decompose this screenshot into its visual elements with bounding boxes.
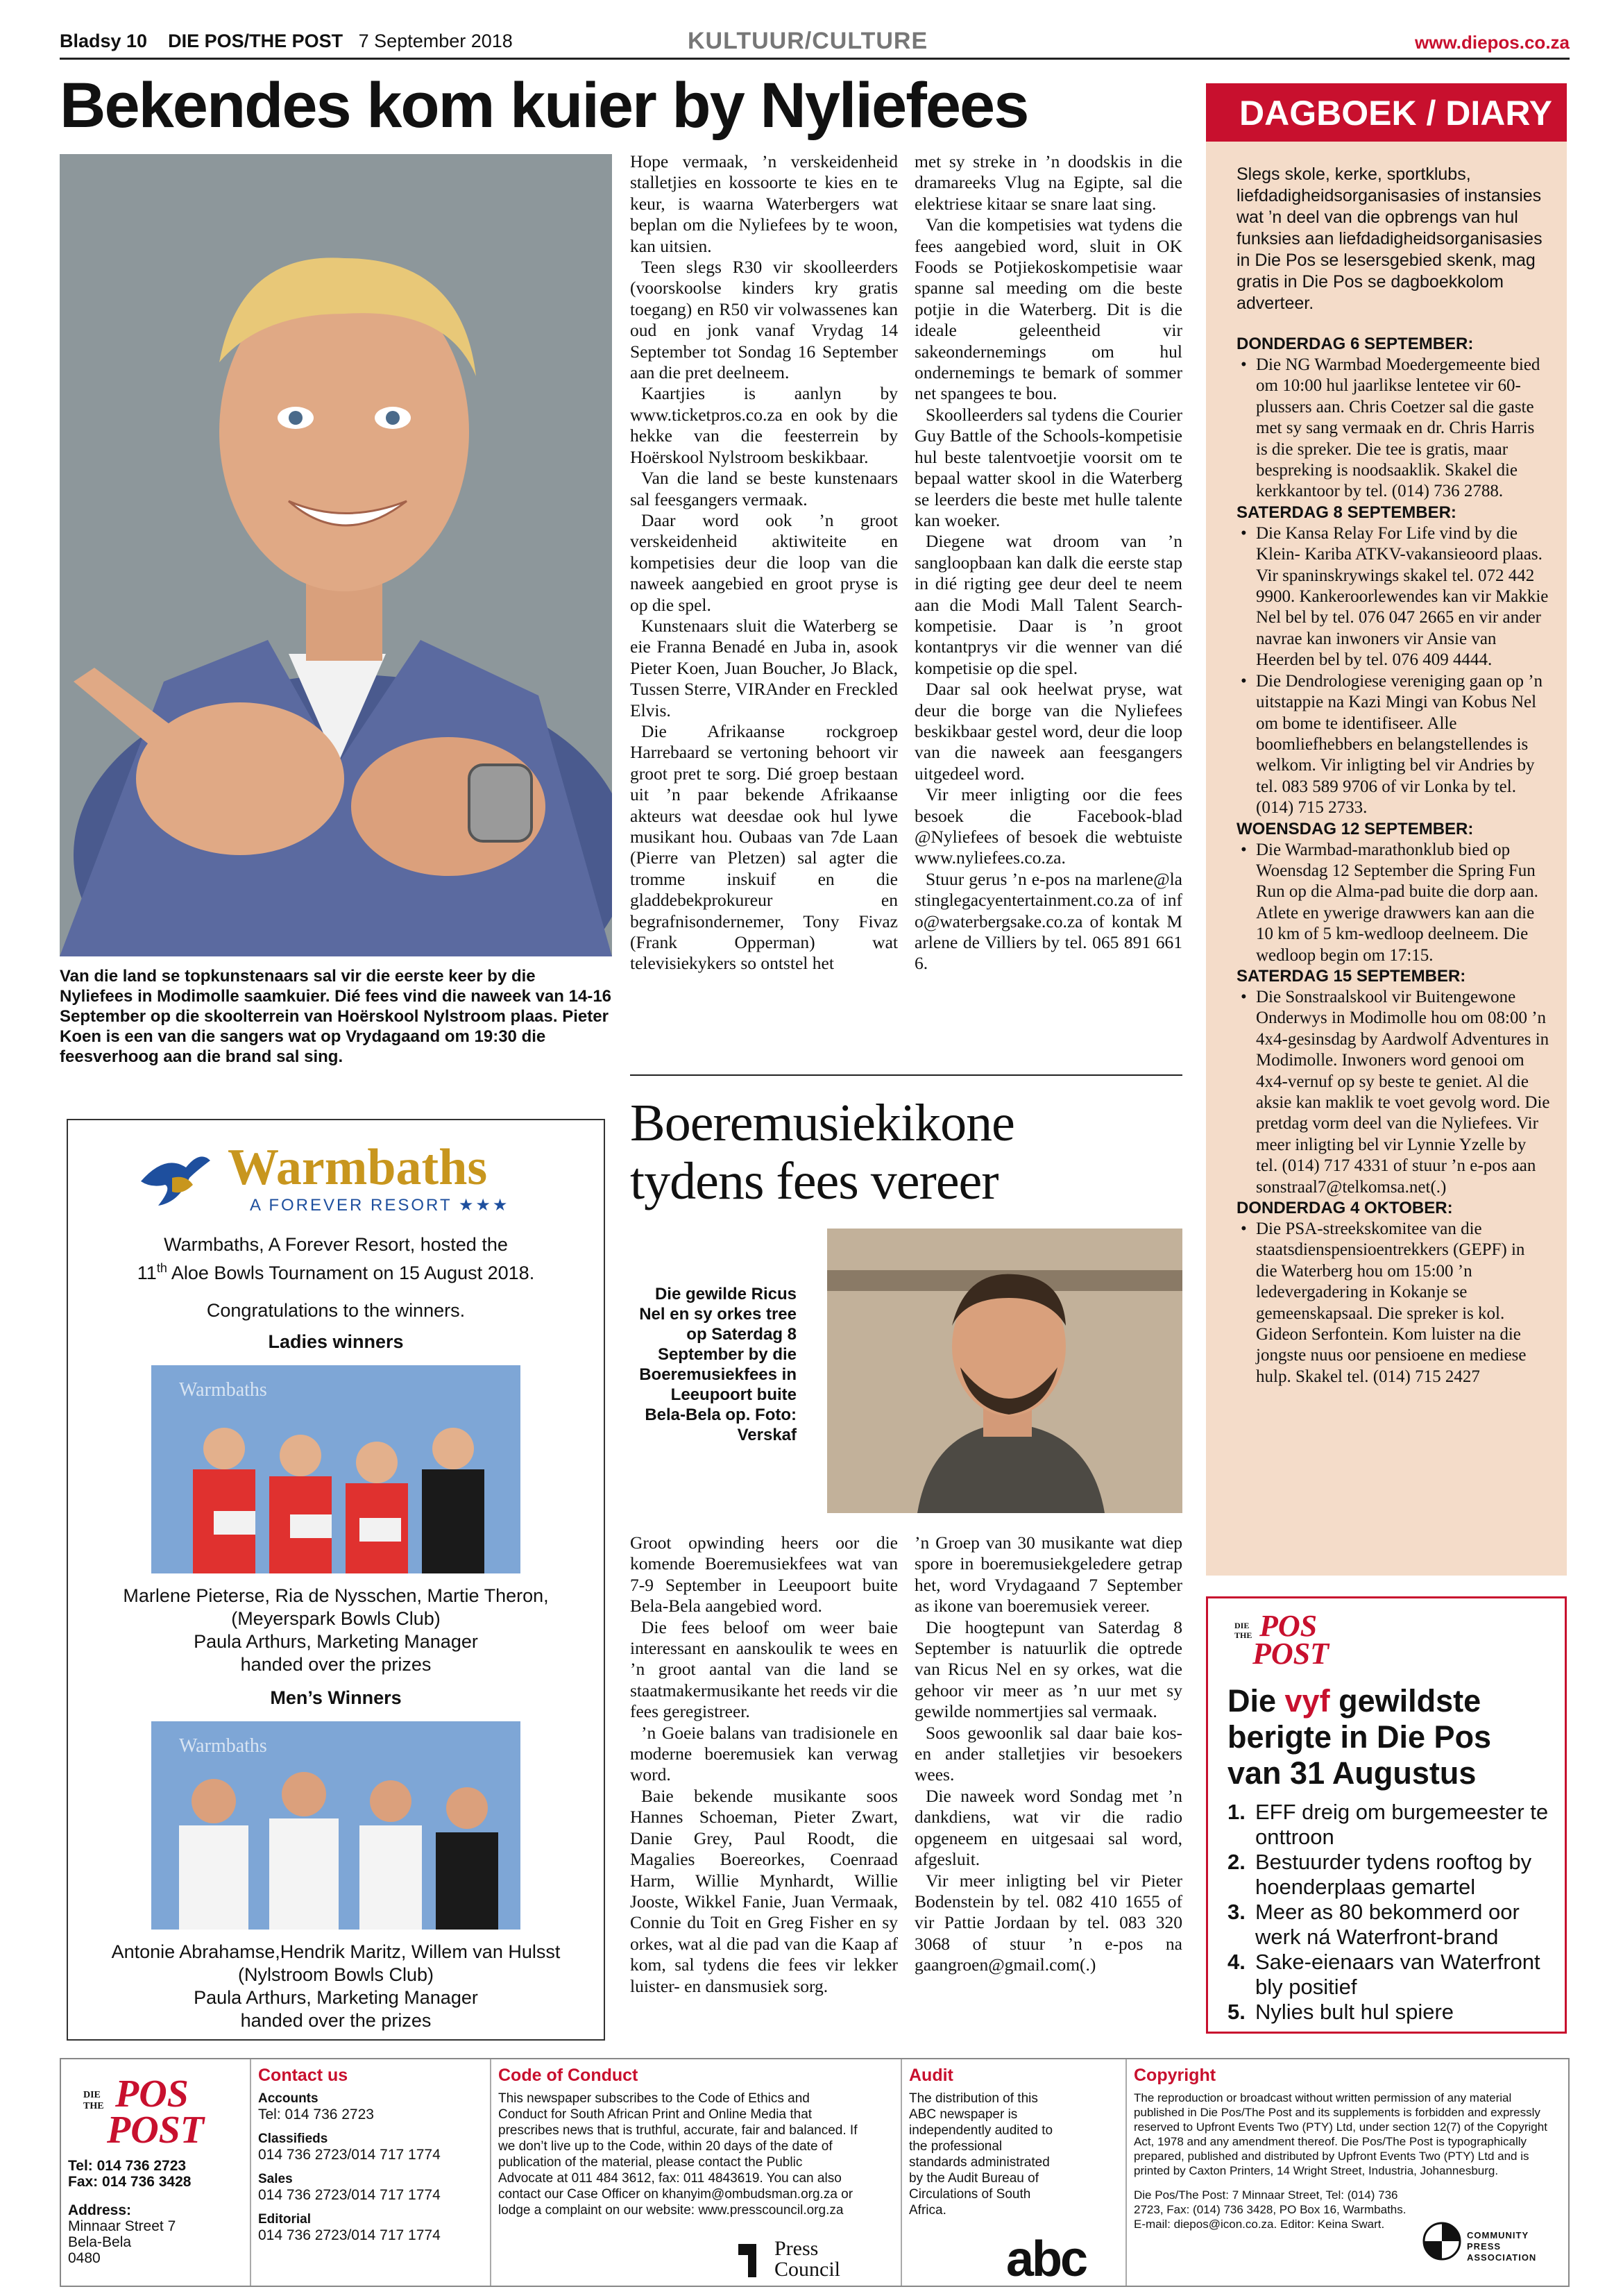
footer-logo-pos: POS <box>115 2073 189 2116</box>
main-p1: Hope vermaak, ’n verskeidenheid stalletjies en kossoorte te kies en te keur, is waarna Waterbergers wat beplan om die Nyliefees by te woon, kan uitsien. <box>630 151 898 256</box>
men-line4: handed over the prizes <box>240 2010 432 2031</box>
ladies-figures <box>151 1365 520 1573</box>
ricus-nel-caption: Die gewilde Ricus Nel en sy orkes tree op Saterdag 8 September by die Boeremusiekfees in Leeupoort buite Bela-Bela op. Foto: Verskaf <box>639 1285 797 1444</box>
topfive-item <box>1227 1950 1561 2000</box>
footer-logo-die: DIE <box>83 2090 101 2100</box>
page-info <box>60 31 513 52</box>
men-names <box>68 1941 604 2032</box>
diary-day <box>1206 966 1567 1198</box>
diary-date: DONDERDAG 4 OKTOBER: <box>1237 1199 1453 1218</box>
main-p8: met sy streke in ’n doodskis in die dramareeks Vlug na Egipte, sal die elektriese kitaar se snare laat sing. <box>915 151 1182 214</box>
second-story-col-2 <box>915 1533 1182 2032</box>
footer-conduct-title: Code of Conduct <box>498 2066 638 2085</box>
second-p3: ’n Goeie balans van tradisionele en moderne boeremusiek kan verwag word. <box>630 1722 898 1785</box>
topfive-title-a: Die <box>1227 1683 1285 1719</box>
main-p9: Van die kompetisies wat tydens die fees aangebied word, sluit in OK Foods se Potjiekoskompetisie waar spanne sal meeding om die beste potjie in die Waterberg. Dit is die ideale geleentheid vir sakeondernemings om hul ondernemings te bemark of sommer net spangees te bou. <box>915 214 1182 404</box>
second-p1: Groot opwinding heers oor die komende Boeremusiekfees wat van 7-9 September in Leeupoort buite Bela-Bela aangebied word. <box>630 1533 898 1617</box>
ladies-line2: (Meyerspark Bowls Club) <box>231 1608 441 1629</box>
footer-address-label: Address: <box>68 2202 132 2218</box>
footer-copyright-col <box>1125 2059 1570 2286</box>
ad-intro <box>68 1233 604 1285</box>
portrait-illustration <box>60 154 612 956</box>
diary-panel <box>1206 83 1567 1576</box>
diary-date: DONDERDAG 6 SEPTEMBER: <box>1237 335 1474 353</box>
diary-item: • Die Warmbad-marathonklub bied op Woensdag 12 September die Spring Fun Run op die Alma-pad buite die dorp aan. Atlete en ywerige drawwers kan aan die 10 km of 5 km-wedloop deelneem. Die wedloop begin om 17:15. <box>1237 840 1550 966</box>
contact-value: 014 736 2723/014 717 1774 <box>258 2187 441 2203</box>
contact-label: Editorial <box>258 2212 312 2227</box>
second-p7: Soos gewoonlik sal daar baie kos- en ander stalletjies vir besoekers wees. <box>915 1722 1182 1785</box>
contact-list <box>258 2091 483 2243</box>
warmbaths-logo-row <box>68 1138 604 1215</box>
section-label: KULTUUR/CULTURE <box>688 28 928 54</box>
contact-value: Tel: 014 736 2723 <box>258 2107 374 2122</box>
topfive-item <box>1227 2000 1561 2025</box>
topfive-item-number: 1. <box>1227 1800 1246 1824</box>
ricus-illustration <box>827 1229 1182 1513</box>
contact-entry <box>258 2211 483 2243</box>
topfive-title-vyf: vyf <box>1284 1683 1330 1719</box>
story-divider <box>630 1074 1182 1076</box>
diary-item: • Die Sonstraalskool vir Buitengewone Onderwys in Modimolle hou om 08:00 ’n 4x4-gesinsdag by Aardwolf Adventures in Modimolle. Inwoners word genooi om 4x4-vernuf op sy beste te geniet. Al die aksie kan maklik te voet gevolg word. Die pretdag vorm deel van die Nyliefees. Vir meer inligting bel vir Lynnie Yzelle by tel. (014) 717 4331 of stuur ’n e-pos aan sonstraal7@telkomsa.net(.) <box>1237 987 1550 1198</box>
topfive-title <box>1227 1683 1554 1791</box>
topfive-item-number: 2. <box>1227 1850 1246 1874</box>
second-p8: Die naweek word Sondag met ’n dankdiens, wat vir die radio opgeneem en uitgesaai sal word, afgesluit. <box>915 1785 1182 1870</box>
contact-value: 014 736 2723/014 717 1774 <box>258 2227 441 2243</box>
footer-logo-col <box>61 2059 250 2286</box>
diary-date: SATERDAG 15 SEPTEMBER: <box>1237 966 1466 986</box>
main-p4: Van die land se beste kunstenaars sal feesgangers vermaak. <box>630 468 898 509</box>
cpa-text-1: COMMUNITY <box>1467 2230 1529 2240</box>
topfive-item-text: EFF dreig om burgemeester te onttroon <box>1255 1800 1549 1849</box>
ladies-line1: Marlene Pieterse, Ria de Nysschen, Martie Theron, <box>123 1585 549 1606</box>
second-p2: Die fees beloof om weer baie interessant en aanskoulik te wees en ’n groot aantal van die land se staatmakermusikante het reeds vir die fees geregistreer. <box>630 1617 898 1722</box>
diary-days <box>1206 334 1567 1387</box>
contact-label: Sales <box>258 2172 293 2186</box>
footer-address-2: Bela-Bela <box>68 2234 132 2250</box>
pieter-koen-photo <box>60 154 612 956</box>
website-link[interactable]: www.diepos.co.za <box>1415 32 1570 53</box>
issue-date: 7 September 2018 <box>358 31 513 51</box>
top-five-box <box>1206 1596 1567 2034</box>
ladies-banner-text: Warmbaths <box>179 1379 267 1401</box>
cpa-text-2: PRESS <box>1467 2241 1502 2252</box>
footer-fax: Fax: 014 736 3428 <box>68 2174 192 2190</box>
press-council-icon <box>736 2241 769 2280</box>
diary-item: • Die Dendrologiese vereniging gaan op ’n uitstappie na Kazi Mingi van Kobus Nel om bome te identifiseer. Alle boomliefhebbers en belangstellendes is welkom. Vir inligting bel vir Andries by tel. 083 589 9706 of vir Lonka by tel. (014) 715 2733. <box>1237 671 1550 819</box>
second-headline-line2: tydens fees vereer <box>630 1152 999 1210</box>
main-p3: Kaartjies is aanlyn by www.ticketpros.co.za en ook by die hekke van die feesterrein by Hoërskool Nylstroom beskikbaar. <box>630 383 898 467</box>
main-p5: Daar word ook ’n groot verskeidenheid aktiwiteite en kompetisies deur die loop van die naweek aangebied en groot pryse is op die spel. <box>630 509 898 615</box>
footer-contact-col <box>250 2059 490 2286</box>
contact-value: 014 736 2723/014 717 1774 <box>258 2147 441 2163</box>
press-council-logo <box>736 2237 874 2283</box>
ad-intro-line2 <box>68 1256 604 1285</box>
topfive-item-number: 3. <box>1227 1900 1246 1924</box>
ad-congrats: Congratulations to the winners. <box>206 1300 466 1321</box>
contact-entry <box>258 2131 483 2163</box>
ad-intro-rest: Aloe Bowls Tournament on 15 August 2018. <box>167 1263 535 1283</box>
page-number: Bladsy 10 <box>60 31 148 51</box>
footer-tel: Tel: 014 736 2723 <box>68 2158 187 2174</box>
press-council-text-1: Press <box>774 2237 819 2260</box>
ad-men-title: Men’s Winners <box>270 1687 402 1708</box>
cpa-text-3: ASSOCIATION <box>1467 2252 1537 2263</box>
warmbaths-tagline: A FOREVER RESORT ★★★ <box>250 1196 510 1215</box>
topfive-logo-the: THE <box>1234 1630 1252 1640</box>
second-headline <box>630 1094 1014 1210</box>
diary-day <box>1206 334 1567 503</box>
topfive-item-text: Nylies bult hul spiere <box>1255 2000 1454 2024</box>
footer-address-3: 0480 <box>68 2250 101 2266</box>
ladies-winners-photo <box>151 1365 520 1573</box>
footer-conduct-col <box>490 2059 901 2286</box>
footer-imprint: Die Pos/The Post: 7 Minnaar Street, Tel: (014) 736 2723, Fax: (014) 736 3428, PO Box 16, Warmbaths. E-mail: diepos@icon.co.za. Editor: Keina Swart. <box>1134 2188 1407 2231</box>
footer <box>60 2058 1570 2287</box>
diary-day <box>1206 819 1567 966</box>
second-p4: Baie bekende musikante soos Hannes Schoeman, Pieter Zwart, Danie Grey, Paul Roodt, die Magalies Boereorkes, Coenraad Harm, Willie Mynhardt, Willie Jooste, Wikkel Fanie, Juan Vermaak, Connie du Toit en Greg Fisher en sy orkes, wat al die pad van die Kaap af kom, sal tydens die fees vir lekker luister- en dansmusiek sorg. <box>630 1785 898 1996</box>
topfive-item-text: Bestuurder tydens rooftog by hoenderplaas gemartel <box>1255 1850 1532 1899</box>
main-p14: Stuur gerus ’n e-pos na marlene@lastinglegacyentertainment.co.za of info@waterbergsake.co.za of kontak Marlene de Villiers by tel. 065 891 6616. <box>915 868 1182 974</box>
footer-logo-the: THE <box>83 2101 104 2111</box>
main-p7: Die Afrikaanse rockgroep Harrebaard se vertoning behoort vir groot pret te sorg. Dié groep bestaan uit ’n paar bekende Afrikaanse akteurs wat deesdae ook hul lywe musikant hou. Oubaas van 7de Laan (Pierre van Pletzen) sal agter die tromme inskuif en die gladdebekprokureur en begrafnisondernemer, Tony Fivaz (Frank Opperman) wat televisiekykers so ontstel het <box>630 720 898 974</box>
topfive-title-b: gewildste berigte in Die Pos van 31 Augustus <box>1227 1683 1492 1791</box>
footer-audit-col <box>901 2059 1125 2286</box>
warmbaths-logo: Warmbaths <box>228 1139 488 1196</box>
main-p13: Vir meer inligting oor die fees besoek die Facebook-blad @Nyliefees of besoek die webtuiste www.nyliefees.co.za. <box>915 784 1182 868</box>
cpa-logo <box>1422 2218 1561 2273</box>
eagle-icon <box>137 1147 214 1209</box>
main-story-col-1 <box>630 151 898 1061</box>
cpa-icon <box>1422 2222 1461 2261</box>
ladies-names <box>68 1585 604 1676</box>
main-headline: Bekendes kom kuier by Nyliefees <box>60 70 1028 141</box>
topfive-logo-pos: POS <box>1259 1609 1318 1643</box>
men-line3: Paula Arthurs, Marketing Manager <box>194 1987 478 2008</box>
diary-title: DAGBOEK / DIARY <box>1206 83 1567 142</box>
main-p12: Daar sal ook heelwat pryse, wat deur die borge van die Nyliefees beskikbaar gestel word, deur die loop van die naweek aan feesgangers uitgedeel word. <box>915 679 1182 784</box>
men-line1: Antonie Abrahamse,Hendrik Maritz, Willem van Hulsst <box>111 1941 561 1962</box>
diary-day <box>1206 503 1567 819</box>
diary-item: • Die Kansa Relay For Life vind by die Klein- Kariba ATKV-vakansieoord plaas. Vir spaninskrywings skakel tel. 072 442 9900. Kankeroorlewendes kan vir Makkie Nel bel by tel. 076 047 2665 en vir ander navrae kan inwoners vir Ansie van Heerden bel by tel. 076 409 4444. <box>1237 523 1550 671</box>
contact-entry <box>258 2171 483 2203</box>
diary-date: WOENSDAG 12 SEPTEMBER: <box>1237 819 1474 838</box>
main-photo-caption: Van die land se topkunstenaars sal vir die eerste keer by die Nyliefees in Modimolle saamkuier. Dié fees vind die naweek van 14-16 September op die skoolterrein van Hoërskool Nylstroom plaas. Pieter Koen is een van die sangers wat op Vrydagaand om 19:30 die feesverhoog aan die brand sal sing. <box>60 967 612 1066</box>
diary-date: SATERDAG 8 SEPTEMBER: <box>1237 503 1456 522</box>
press-council-text-2: Council <box>774 2258 840 2281</box>
second-headline-line1: Boeremusiekikone <box>630 1094 1014 1152</box>
paper-name: DIE POS/THE POST <box>168 31 343 51</box>
ad-intro-sup: th <box>156 1261 167 1275</box>
page-header <box>60 28 1570 60</box>
footer-address-1: Minnaar Street 7 <box>68 2218 176 2234</box>
diary-intro: Slegs skole, kerke, sportklubs, liefdadigheidsorganisasies of instansies wat ’n deel van die opbrengs van hul funksies aan liefdadigheidsorganisasies in Die Pos se lesersgebied skenk, mag gratis in Die Pos se dagboekkolom adverteer. <box>1237 164 1543 313</box>
diary-day <box>1206 1198 1567 1387</box>
footer-logo-post: POST <box>107 2109 204 2152</box>
contact-label: Classifieds <box>258 2132 328 2146</box>
abc-logo: abc <box>1006 2231 1087 2287</box>
ricus-nel-photo <box>827 1229 1182 1513</box>
footer-contact-title: Contact us <box>258 2066 348 2085</box>
diary-item: • Die NG Warmbad Moedergemeente bied om 10:00 hul jaarlikse lentetee vir 60-plussers aan. Chris Coetzer sal die gaste met sy sang vermaak en dr. Chris Harris is die spreker. Die tee is gratis, maar bespreking is noodsaaklik. Skakel die kerkkantoor by tel. (014) 736 2788. <box>1237 355 1550 503</box>
footer-audit-text: The distribution of this ABC newspaper is independently audited to the professional standards administrated by the Audit Bureau of Circulations of South Africa. <box>909 2091 1053 2218</box>
topfive-item <box>1227 1900 1561 1950</box>
diary-item: • Die PSA-streekskomitee van die staatsdienspensioentrekkers (GEPF) in die Waterberg hou om 15:00 ’n ledevergadering in Kokanje se gemeenskapsaal. Die spreker is kol. Gideon Serfontein. Kom luister na die jongste nuus oor pensioene en mediese hulp. Skakel tel. (014) 715 2427 <box>1237 1219 1550 1387</box>
warmbaths-ad <box>67 1119 605 2041</box>
footer-logo <box>80 2075 243 2158</box>
men-line2: (Nylstroom Bowls Club) <box>237 1964 434 1985</box>
main-p10: Skoolleerders sal tydens die Courier Guy Battle of the Schools-kompetisie hul beste talentvoetjie voorsit om te bepaal watter skool in die Waterberg se leerders die beste met hulle talente kan woeker. <box>915 404 1182 530</box>
men-figures <box>151 1721 520 1930</box>
topfive-item-text: Meer as 80 bekommerd oor werk ná Waterfront-brand <box>1255 1900 1520 1949</box>
men-banner-text: Warmbaths <box>179 1735 267 1757</box>
ladies-line3: Paula Arthurs, Marketing Manager <box>194 1631 478 1652</box>
footer-conduct-text: This newspaper subscribes to the Code of Ethics and Conduct for South African Print and Online Media that prescribes news that is truthful, accurate, fair and balanced. If we don’t live up to the Code, within 20 days of the date of publication of the material, please contact the Public Advocate at 011 484 3612, fax: 011 4843619. You can also contact our Case Officer on khanyim@ombudsman.org.za or lodge a complaint on our website: www.presscouncil.org.za <box>498 2091 858 2218</box>
second-p5: ’n Groep van 30 musikante wat diep spore in boeremusiekgeledere getrap het, word Vrydagaand 7 September as ikone van boeremusiek vereer. <box>915 1533 1182 1617</box>
main-p2: Teen slegs R30 vir skoolleerders (voorskoolse kinders kry gratis toegang) en R50 vir volwassenes kan oud en jonk vanaf Vrydag 14 September tot Sondag 16 September aan die pret deelneem. <box>630 257 898 383</box>
contact-label: Accounts <box>258 2091 318 2106</box>
main-p11: Diegene wat droom van ’n sangloopbaan kan dalk die eerste stap in dié rigting gee deur deel te neem aan die Modi Mall Talent Search-kompetisie. Daar is ’n groot kontantprys vir die wenner van dié kompetisie op die spel. <box>915 531 1182 678</box>
second-story-col-1 <box>630 1533 898 2032</box>
topfive-item-number: 5. <box>1227 2000 1246 2024</box>
topfive-item <box>1227 1850 1561 1900</box>
topfive-item-number: 4. <box>1227 1950 1246 1974</box>
topfive-logo <box>1229 1611 1333 1673</box>
contact-entry <box>258 2091 483 2122</box>
ad-intro-line1: Warmbaths, A Forever Resort, hosted the <box>164 1234 508 1255</box>
footer-copyright-title: Copyright <box>1134 2066 1216 2085</box>
topfive-logo-die: DIE <box>1234 1621 1250 1630</box>
men-winners-photo <box>151 1721 520 1930</box>
footer-audit-title: Audit <box>909 2066 953 2085</box>
ladies-line4: handed over the prizes <box>240 1654 432 1675</box>
ad-intro-num: 11 <box>137 1263 157 1283</box>
topfive-item-text: Sake-eienaars van Waterfront bly positief <box>1255 1950 1540 1999</box>
main-story-col-2 <box>915 151 1182 1061</box>
ad-ladies-title: Ladies winners <box>268 1331 404 1352</box>
second-p6: Die hoogtepunt van Saterdag 8 September is natuurlik die optrede van Ricus Nel en sy orkes, wat die gehoor vir meer as ’n uur met sy gewilde nommertjies sal vermaak. <box>915 1617 1182 1722</box>
second-p9: Vir meer inligting bel vir Pieter Bodenstein by tel. 082 410 1655 of vir Pattie Jordaan by tel. 083 320 3068 of stuur ’n e-pos na gaangroen@gmail.com(.) <box>915 1870 1182 1975</box>
topfive-logo-post: POST <box>1252 1637 1329 1671</box>
main-p6: Kunstenaars sluit die Waterberg se eie Franna Benadé en Juba in, asook Pieter Koen, Juan Boucher, Jo Black, Tussen Sterre, VIRAnder en Freckled Elvis. <box>630 615 898 720</box>
topfive-list <box>1227 1800 1561 2025</box>
footer-copyright-text: The reproduction or broadcast without written permission of any material published in Die Pos/The Post and its supplements is forbidden and expressly reserved to Upfront Events Two (PTY) Ltd, under section 12(7) of the Copyright Act, 1978 and any amendment thereof. Die Pos/The Post is typographically prepared, published and distributed by Upfront Events Two (PTY) Ltd and is printed by Caxton Printers, 14 Wright Street, Industria, Johannesburg. <box>1134 2091 1547 2177</box>
topfive-item <box>1227 1800 1561 1850</box>
